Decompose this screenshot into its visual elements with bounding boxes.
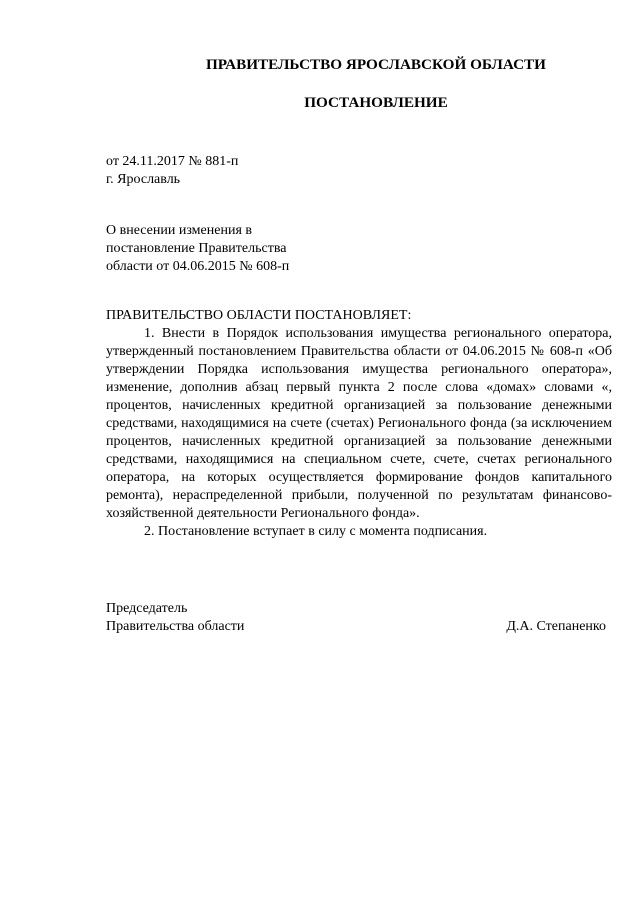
signature-row xyxy=(106,618,606,636)
subject-line-3: области от 04.06.2015 № 608-п xyxy=(106,259,290,274)
government-title: ПРАВИТЕЛЬСТВО ЯРОСЛАВСКОЙ ОБЛАСТИ xyxy=(205,56,547,73)
decree-item-1: 1. Внести в Порядок использования имущества регионального оператора, утвержденный постановлением Правительства области от 04.06.2015 № 608-п «Об утверждении Порядка использования имущества регионального оператора», изменение, дополнив абзац первый пункта 2 после слова «домах» словами «, процентов, начисленных кредитной организацией за пользование денежными средствами, находящимися на счете (счетах) Регионального фонда (за исключением процентов, начисленных кредитной организацией за пользование денежными средствами, находящимися на специальном счете, счете, счетах регионального оператора, на которых осуществляется формирование фондов капитального ремонта), нераспределенной прибыли, полученной по результатам финансово-хозяйственной деятельности Регионального фонда». xyxy=(106,326,612,521)
subject-block xyxy=(106,222,289,276)
resolves-heading: ПРАВИТЕЛЬСТВО ОБЛАСТИ ПОСТАНОВЛЯЕТ: xyxy=(106,308,412,323)
signature-block xyxy=(106,600,606,636)
subject-line-2: постановление Правительства xyxy=(106,241,287,256)
city: г. Ярославль xyxy=(106,172,181,187)
signer-name: Д.А. Степаненко xyxy=(506,619,606,634)
decree-body xyxy=(106,307,612,541)
decree-item-2: 2. Постановление вступает в силу с момента подписания. xyxy=(144,524,488,539)
signer-position-line-1: Председатель xyxy=(106,601,188,616)
date-block xyxy=(106,153,238,189)
subject-line-1: О внесении изменения в xyxy=(106,223,252,238)
date-number: от 24.11.2017 № 881-п xyxy=(106,154,239,169)
document-type-title: ПОСТАНОВЛЕНИЕ xyxy=(304,94,448,111)
signer-position-line-2: Правительства области xyxy=(106,619,245,634)
